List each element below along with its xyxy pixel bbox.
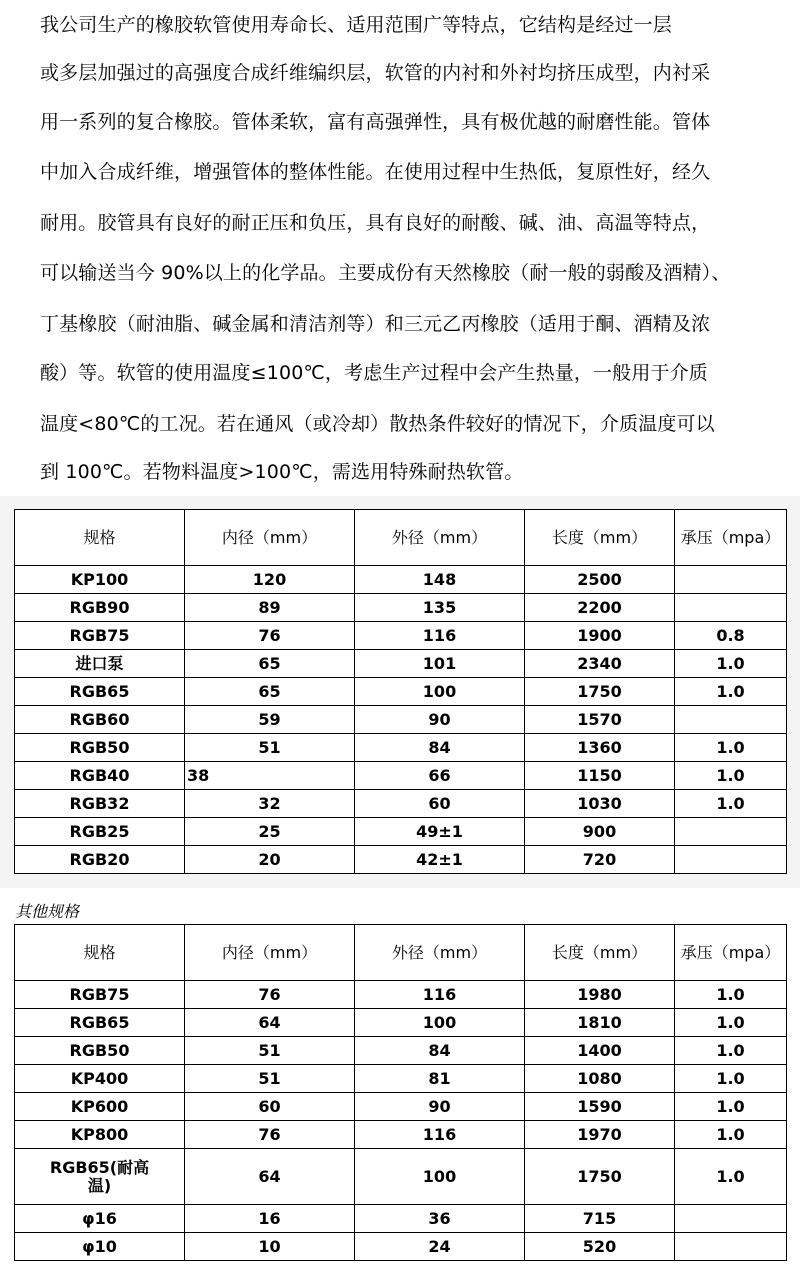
cell-outer-diameter: 135 <box>355 594 525 622</box>
table-row <box>15 734 787 762</box>
table-header-row <box>15 510 787 566</box>
cell-length: 520 <box>525 1233 675 1261</box>
cell-inner-diameter: 120 <box>185 566 355 594</box>
cell-pressure <box>675 594 787 622</box>
table-row <box>15 818 787 846</box>
cell-pressure: 1.0 <box>675 762 787 790</box>
cell-outer-diameter: 100 <box>355 678 525 706</box>
cell-pressure <box>675 706 787 734</box>
cell-inner-diameter: 25 <box>185 818 355 846</box>
other-spec-table <box>14 924 787 1261</box>
table-row <box>15 762 787 790</box>
cell-inner-diameter: 64 <box>185 1009 355 1037</box>
intro-line-6: 可以输送当今 90%以上的化学品。主要成份有天然橡胶（耐一般的弱酸及酒精）、 <box>40 262 731 284</box>
cell-outer-diameter: 81 <box>355 1065 525 1093</box>
cell-outer-diameter: 84 <box>355 734 525 762</box>
cell-pressure: 1.0 <box>675 1149 787 1205</box>
cell-length: 1970 <box>525 1121 675 1149</box>
cell-spec: RGB75 <box>15 622 185 650</box>
cell-outer-diameter: 36 <box>355 1205 525 1233</box>
table-row <box>15 846 787 874</box>
intro-line-10: 到 100℃。若物料温度>100℃，需选用特殊耐热软管。 <box>40 461 524 483</box>
cell-outer-diameter: 116 <box>355 622 525 650</box>
cell-spec: RGB75 <box>15 981 185 1009</box>
cell-pressure <box>675 1205 787 1233</box>
cell-pressure: 1.0 <box>675 981 787 1009</box>
cell-length: 1900 <box>525 622 675 650</box>
table-row <box>15 622 787 650</box>
cell-outer-diameter: 24 <box>355 1233 525 1261</box>
cell-pressure: 1.0 <box>675 790 787 818</box>
cell-pressure: 1.0 <box>675 1065 787 1093</box>
intro-line-5: 耐用。胶管具有良好的耐正压和负压，具有良好的耐酸、碱、油、高温等特点， <box>40 212 711 234</box>
table-row <box>15 650 787 678</box>
cell-length: 1360 <box>525 734 675 762</box>
cell-spec: RGB20 <box>15 846 185 874</box>
table-row <box>15 1093 787 1121</box>
intro-line-7: 丁基橡胶（耐油脂、碱金属和清洁剂等）和三元乙丙橡胶（适用于酮、酒精及浓 <box>40 313 711 335</box>
cell-spec: RGB65 <box>15 1009 185 1037</box>
cell-outer-diameter: 101 <box>355 650 525 678</box>
table-row <box>15 1009 787 1037</box>
cell-pressure: 1.0 <box>675 650 787 678</box>
cell-pressure <box>675 1233 787 1261</box>
cell-spec: 进口泵 <box>15 650 185 678</box>
cell-length: 1570 <box>525 706 675 734</box>
header-spec: 规格 <box>15 925 185 981</box>
table-row <box>15 1065 787 1093</box>
cell-outer-diameter: 49±1 <box>355 818 525 846</box>
cell-pressure <box>675 566 787 594</box>
cell-pressure <box>675 818 787 846</box>
cell-spec: φ10 <box>15 1233 185 1261</box>
cell-inner-diameter: 65 <box>185 678 355 706</box>
table-row <box>15 706 787 734</box>
header-pressure: 承压（mpa） <box>675 510 787 566</box>
cell-outer-diameter: 60 <box>355 790 525 818</box>
cell-inner-diameter: 76 <box>185 981 355 1009</box>
cell-inner-diameter: 65 <box>185 650 355 678</box>
cell-length: 900 <box>525 818 675 846</box>
header-outer-diameter: 外径（mm） <box>355 925 525 981</box>
table-row <box>15 1233 787 1261</box>
table-row <box>15 594 787 622</box>
cell-length: 2340 <box>525 650 675 678</box>
table-row <box>15 1205 787 1233</box>
cell-spec: RGB60 <box>15 706 185 734</box>
cell-inner-diameter: 51 <box>185 1037 355 1065</box>
cell-spec: KP800 <box>15 1121 185 1149</box>
table-row <box>15 1149 787 1205</box>
header-pressure: 承压（mpa） <box>675 925 787 981</box>
cell-outer-diameter: 84 <box>355 1037 525 1065</box>
cell-inner-diameter: 76 <box>185 1121 355 1149</box>
cell-length: 1980 <box>525 981 675 1009</box>
cell-spec: KP400 <box>15 1065 185 1093</box>
table-row <box>15 566 787 594</box>
table-row <box>15 1121 787 1149</box>
cell-inner-diameter: 38 <box>185 762 355 790</box>
cell-inner-diameter: 59 <box>185 706 355 734</box>
cell-outer-diameter: 90 <box>355 1093 525 1121</box>
table-row <box>15 790 787 818</box>
intro-line-2: 或多层加强过的高强度合成纤维编织层，软管的内衬和外衬均挤压成型，内衬采 <box>40 62 711 84</box>
cell-outer-diameter: 90 <box>355 706 525 734</box>
intro-section <box>0 0 800 496</box>
cell-length: 1400 <box>525 1037 675 1065</box>
table-row <box>15 678 787 706</box>
table-row <box>15 1037 787 1065</box>
cell-outer-diameter: 42±1 <box>355 846 525 874</box>
cell-length: 1150 <box>525 762 675 790</box>
cell-length: 1030 <box>525 790 675 818</box>
cell-pressure: 0.8 <box>675 622 787 650</box>
header-spec: 规格 <box>15 510 185 566</box>
cell-length: 1810 <box>525 1009 675 1037</box>
cell-length: 720 <box>525 846 675 874</box>
cell-length: 715 <box>525 1205 675 1233</box>
spec-table <box>14 509 787 874</box>
cell-inner-diameter: 64 <box>185 1149 355 1205</box>
cell-spec: RGB25 <box>15 818 185 846</box>
cell-length: 2500 <box>525 566 675 594</box>
cell-spec: RGB32 <box>15 790 185 818</box>
cell-length: 1590 <box>525 1093 675 1121</box>
cell-spec: RGB90 <box>15 594 185 622</box>
cell-inner-diameter: 20 <box>185 846 355 874</box>
header-inner-diameter: 内径（mm） <box>185 925 355 981</box>
cell-pressure: 1.0 <box>675 734 787 762</box>
cell-pressure: 1.0 <box>675 1009 787 1037</box>
cell-inner-diameter: 76 <box>185 622 355 650</box>
cell-spec: RGB65 <box>15 678 185 706</box>
header-length: 长度（mm） <box>525 925 675 981</box>
header-length: 长度（mm） <box>525 510 675 566</box>
cell-outer-diameter: 66 <box>355 762 525 790</box>
cell-pressure: 1.0 <box>675 1037 787 1065</box>
cell-spec: KP600 <box>15 1093 185 1121</box>
cell-pressure: 1.0 <box>675 1093 787 1121</box>
cell-length: 1080 <box>525 1065 675 1093</box>
cell-inner-diameter: 32 <box>185 790 355 818</box>
intro-line-9: 温度<80℃的工况。若在通风（或冷却）散热条件较好的情况下，介质温度可以 <box>40 413 715 435</box>
table-header-row <box>15 925 787 981</box>
cell-spec: KP100 <box>15 566 185 594</box>
cell-inner-diameter: 10 <box>185 1233 355 1261</box>
cell-outer-diameter: 116 <box>355 981 525 1009</box>
intro-line-1: 我公司生产的橡胶软管使用寿命长、适用范围广等特点，它结构是经过一层 <box>40 14 672 36</box>
cell-outer-diameter: 116 <box>355 1121 525 1149</box>
cell-spec: φ16 <box>15 1205 185 1233</box>
cell-length: 1750 <box>525 1149 675 1205</box>
cell-outer-diameter: 148 <box>355 566 525 594</box>
cell-pressure: 1.0 <box>675 1121 787 1149</box>
cell-pressure <box>675 846 787 874</box>
cell-spec: RGB40 <box>15 762 185 790</box>
cell-inner-diameter: 16 <box>185 1205 355 1233</box>
header-outer-diameter: 外径（mm） <box>355 510 525 566</box>
intro-line-4: 中加入合成纤维，增强管体的整体性能。在使用过程中生热低，复原性好，经久 <box>40 161 711 183</box>
intro-line-8: 酸）等。软管的使用温度≤100℃，考虑生产过程中会产生热量，一般用于介质 <box>40 362 708 384</box>
cell-inner-diameter: 51 <box>185 1065 355 1093</box>
cell-outer-diameter: 100 <box>355 1149 525 1205</box>
header-inner-diameter: 内径（mm） <box>185 510 355 566</box>
cell-pressure: 1.0 <box>675 678 787 706</box>
cell-outer-diameter: 100 <box>355 1009 525 1037</box>
cell-length: 2200 <box>525 594 675 622</box>
intro-line-3: 用一系列的复合橡胶。管体柔软，富有高强弹性，具有极优越的耐磨性能。管体 <box>40 111 711 133</box>
cell-inner-diameter: 51 <box>185 734 355 762</box>
cell-spec: RGB65(耐高温) <box>15 1149 185 1205</box>
cell-spec: RGB50 <box>15 1037 185 1065</box>
table-row <box>15 981 787 1009</box>
cell-inner-diameter: 60 <box>185 1093 355 1121</box>
cell-inner-diameter: 89 <box>185 594 355 622</box>
cell-spec: RGB50 <box>15 734 185 762</box>
cell-length: 1750 <box>525 678 675 706</box>
other-specs-caption: 其他规格 <box>15 902 80 921</box>
